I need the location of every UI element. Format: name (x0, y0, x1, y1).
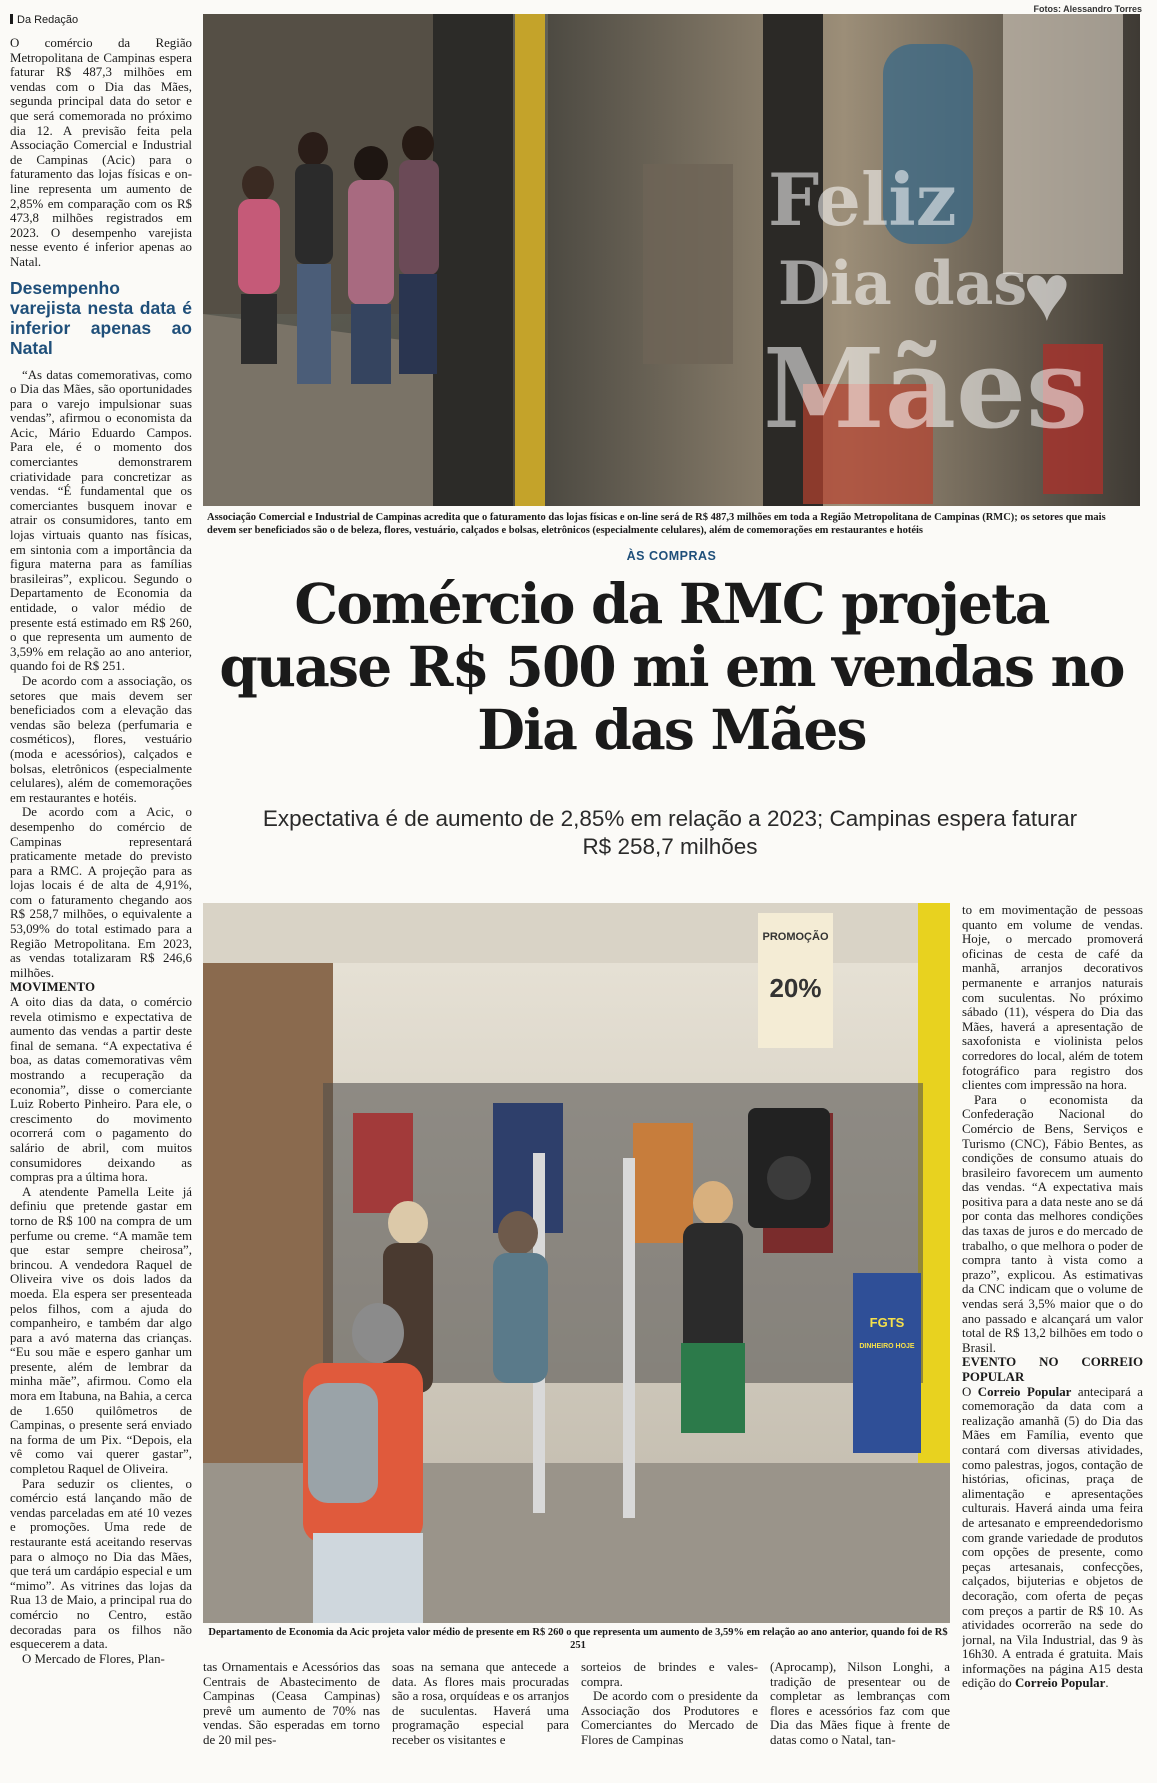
window-text-maes: Mães (763, 324, 1088, 453)
right-paragraph-1: to em movimentação de pessoas quanto em volume de vendas. Hoje, o mercado promoverá oficinas de cesta de café da manhã, arranjos decorativos permanente e arranjos naturais com suculentas. No próximo sábado (11), véspera do Dia das Mães, haverá a apresentação de saxofonista e violinista pelos corredores do local, além de totem fotográfico para registro dos clientes com impressão na hora. (962, 903, 1143, 1093)
fgts-sign-label: FGTS (869, 1315, 905, 1330)
right-section-evento: EVENTO NO CORREIO POPULAR (962, 1355, 1143, 1384)
bottom-column-2-text: soas na semana que antecede a data. As flores mais procuradas são a rosa, orquídeas e os arranjos de suculentas. Haverá uma programação especial para receber os visitantes e (392, 1660, 569, 1747)
bottom-column-3-text: sorteios de brindes e vales-compra. (581, 1660, 758, 1689)
bottom-photo-illustration (203, 903, 950, 1623)
left-paragraph-5: A oito dias da data, o comércio revela otimismo e expectativa de aumento das vendas a partir deste final de semana. “A expectativa é boa, as datas comemorativas vêm mostrando a recuperação da economia”, disse o comerciante Luiz Roberto Pinheiro. Para ele, o crescimento do movimento ocorrerá com o pagamento do salário de abril, com muitos consumidores deixando as compras pra a última hora. (10, 995, 192, 1185)
window-text-dia-das: Dia das (778, 249, 1028, 319)
byline-text: Da Redação (17, 14, 79, 26)
top-photo (203, 14, 1140, 506)
left-paragraph-4: De acordo com a Acic, o desempenho do comércio de Campinas representará praticamente metade do previsto para a RMC. A projeção para as lojas locais é de alta de 4,91%, com o faturamento chegando aos R$ 258,7 milhões, o equivalente a 53,09% do total estimado para a Região Metropolitana. Em 2023, as vendas totalizaram R$ 246,6 milhões. (10, 805, 192, 980)
left-section-movimento: MOVIMENTO (10, 980, 95, 995)
photo-credit: Fotos: Alessandro Torres (1033, 4, 1142, 14)
bottom-photo (203, 903, 950, 1623)
byline-marker (10, 14, 13, 24)
top-photo-caption: Associação Comercial e Industrial de Campinas acredita que o faturamento das lojas físicas e on-line será de R$ 487,3 milhões em toda a Região Metropolitana de Campinas (RMC); os setores que mais devem ser beneficiados são o de beleza, flores, vestuário, calçados e bolsas, eletrônicos (especialmente celulares), além de comemorações em restaurantes e hotéis (207, 512, 1106, 536)
deck: Expectativa é de aumento de 2,85% em relação a 2023; Campinas espera faturar R$ 258,7 milhões (262, 806, 1078, 859)
promo-sign-percent: 20% (769, 973, 822, 1003)
right-paragraph-2: Para o economista da Confederação Nacional do Comércio de Bens, Serviços e Turismo (CNC), Fábio Bentes, as condições de consumo atuais do brasileiro favorecem um aumento das vendas. “A expectativa mais positiva para a data neste ano se dá por conta das melhores condições das taxas de juros e do mercado de trabalho, o que melhora o poder de compra tanto à vista como a prazo”, explicou. As estimativas da CNC indicam que o volume de vendas será 3,5% maior que o do ano passado e alcançará um valor total de R$ 13,2 bilhões em todo o Brasil. (962, 1092, 1143, 1355)
left-paragraph-7: Para seduzir os clientes, o comércio está lançando mão de vendas parceladas em até 10 vezes e promoções. Uma rede de restaurante está aceitando reservas para o almoço no Dia das Mães, que terá um cardápio especial e um “mimo”. As vitrines das lojas da Rua 13 de Maio, a principal rua do comércio no Centro, estão decoradas para os filhos não esquecerem a data. (10, 1476, 192, 1652)
kicker: ÀS COMPRAS (626, 549, 717, 563)
fgts-sign-sub: DINHEIRO HOJE (859, 1343, 915, 1350)
right-p3-end-bold: Correio Popular (1014, 1676, 1106, 1691)
left-paragraph-1: O comércio da Região Metropolitana de Campinas espera faturar R$ 487,3 milhões em vendas com o Dia das Mães, segunda principal data do setor e que será comemorada no próximo dia 12. A previsão feita pela Associação Comercial e Industrial de Campinas (Acic) para o faturamento das lojas físicas e on-line representa um aumento de 2,85% em comparação com os R$ 473,8 milhões registrados em 2023. O desempenho varejista nesse evento é inferior apenas ao Natal. (10, 36, 192, 269)
headline: Comércio da RMC projeta quase R$ 500 mi em vendas no Dia das Mães (219, 571, 1124, 762)
right-p3-body: antecipará a comemoração da data com a realização amanhã (5) do Dia das Mães em Família, evento que contará com diversas atividades, como palestras, jogos, contação de histórias, oficinas, praça de alimentação e apresentações culturais. Haverá ainda uma feira de artesanato e empreendedorismo com grande variedade de produtos com opções de presente, como peças artesanais, confecções, calçados, bijuterias e objetos de decoração, com oferta de peças com preços a partir de R$ 10. As atividades ocorrerão na sede do jornal, na Vila Industrial, das 9 às 16h30. A entrada é gratuita. Mais informações na página A15 desta edição do (962, 1384, 1143, 1691)
right-p3-lead: O (962, 1384, 978, 1399)
left-paragraph-2: “As datas comemorativas, como o Dia das Mães, são oportunidades para o varejo impulsionar suas vendas”, afirmou o economista da Acic, Mário Eduardo Campos. Para ele, é o momento dos comerciantes demonstrarem criatividade para concretizar as vendas. “É fundamental que os comerciantes busquem inovar e atrair os consumidores, tanto em lojas virtuais quanto nas físicas, em sintonia com a importância da figura materna para as famílias brasileiras”, explicou. Segundo o Departamento de Economia da entidade, o valor médio de presente está estimado em R$ 260, o que representa um aumento de 3,59% em relação ao ano anterior, quando foi de R$ 251. (10, 367, 192, 674)
left-subhead: Desempenho varejista nesta data é inferior apenas ao Natal (10, 277, 192, 358)
bottom-column-4-text: (Aprocamp), Nilson Longhi, a tradição de presentear ou de completar as lembranças com flores e acessórios faz com que Dia das Mães fique à frente de datas como o Natal, tan- (770, 1660, 950, 1747)
byline (10, 14, 78, 26)
bottom-column-2 (392, 1660, 569, 1778)
bottom-column-1-text: tas Ornamentais e Acessórios das Centrais de Abastecimento de Campinas (Ceasa Campinas) prevê um aumento de 70% nas vendas. São esperadas em torno de 20 mil pes- (203, 1660, 380, 1747)
left-paragraph-3: De acordo com a associação, os setores que mais devem ser beneficiados com a elevação das vendas são beleza (perfumaria e cosméticos), flores, vestuário (moda e acessórios), calçados e bolsas, eletrônicos (especialmente celulares), além de comemorações em restaurantes e hotéis. (10, 673, 192, 805)
bottom-column-4 (770, 1660, 950, 1778)
left-column (10, 36, 192, 1776)
right-p3-bold: Correio Popular (977, 1384, 1072, 1399)
promo-sign-label: PROMOÇÃO (762, 931, 829, 943)
bottom-column-3 (581, 1660, 758, 1778)
bottom-column-1 (203, 1660, 380, 1778)
right-p3-end: . (1105, 1676, 1109, 1691)
right-paragraph-3 (962, 1385, 1143, 1691)
heart-icon: ♥ (1023, 250, 1071, 338)
bottom-photo-caption: Departamento de Economia da Acic projeta valor médio de presente em R$ 260 o que representa um aumento de 3,59% em relação ao ano anterior, quando foi de R$ 251 (208, 1627, 948, 1651)
left-paragraph-6: A atendente Pamella Leite já definiu que pretende gastar em torno de R$ 100 na compra de um perfume ou creme. “A mamãe tem que estar sempre cheirosa”, brincou. A vendedora Raquel de Oliveira vive os dois lados da moeda. Ela espera ser presenteada pelos filhos, com a ajuda do companheiro, e também dar algo para a avó materna das crianças. “Eu sou mãe e espero ganhar um presente, além de lembrar da minha mãe”, afirmou. Como ela mora em Itabuna, na Bahia, a cerca de 1.650 quilômetros de Campinas, o presente será enviado na forma de um Pix. “Depois, ela vê como vai querer gastar”, completou Raquel de Oliveira. (10, 1184, 192, 1477)
right-column (962, 903, 1143, 1777)
bottom-column-3-text-b: De acordo com o presidente da Associação dos Produtores e Comerciantes do Mercado de Flores de Campinas (581, 1689, 758, 1747)
window-text-feliz: Feliz (768, 157, 957, 242)
left-paragraph-8: O Mercado de Flores, Plan- (22, 1651, 165, 1666)
